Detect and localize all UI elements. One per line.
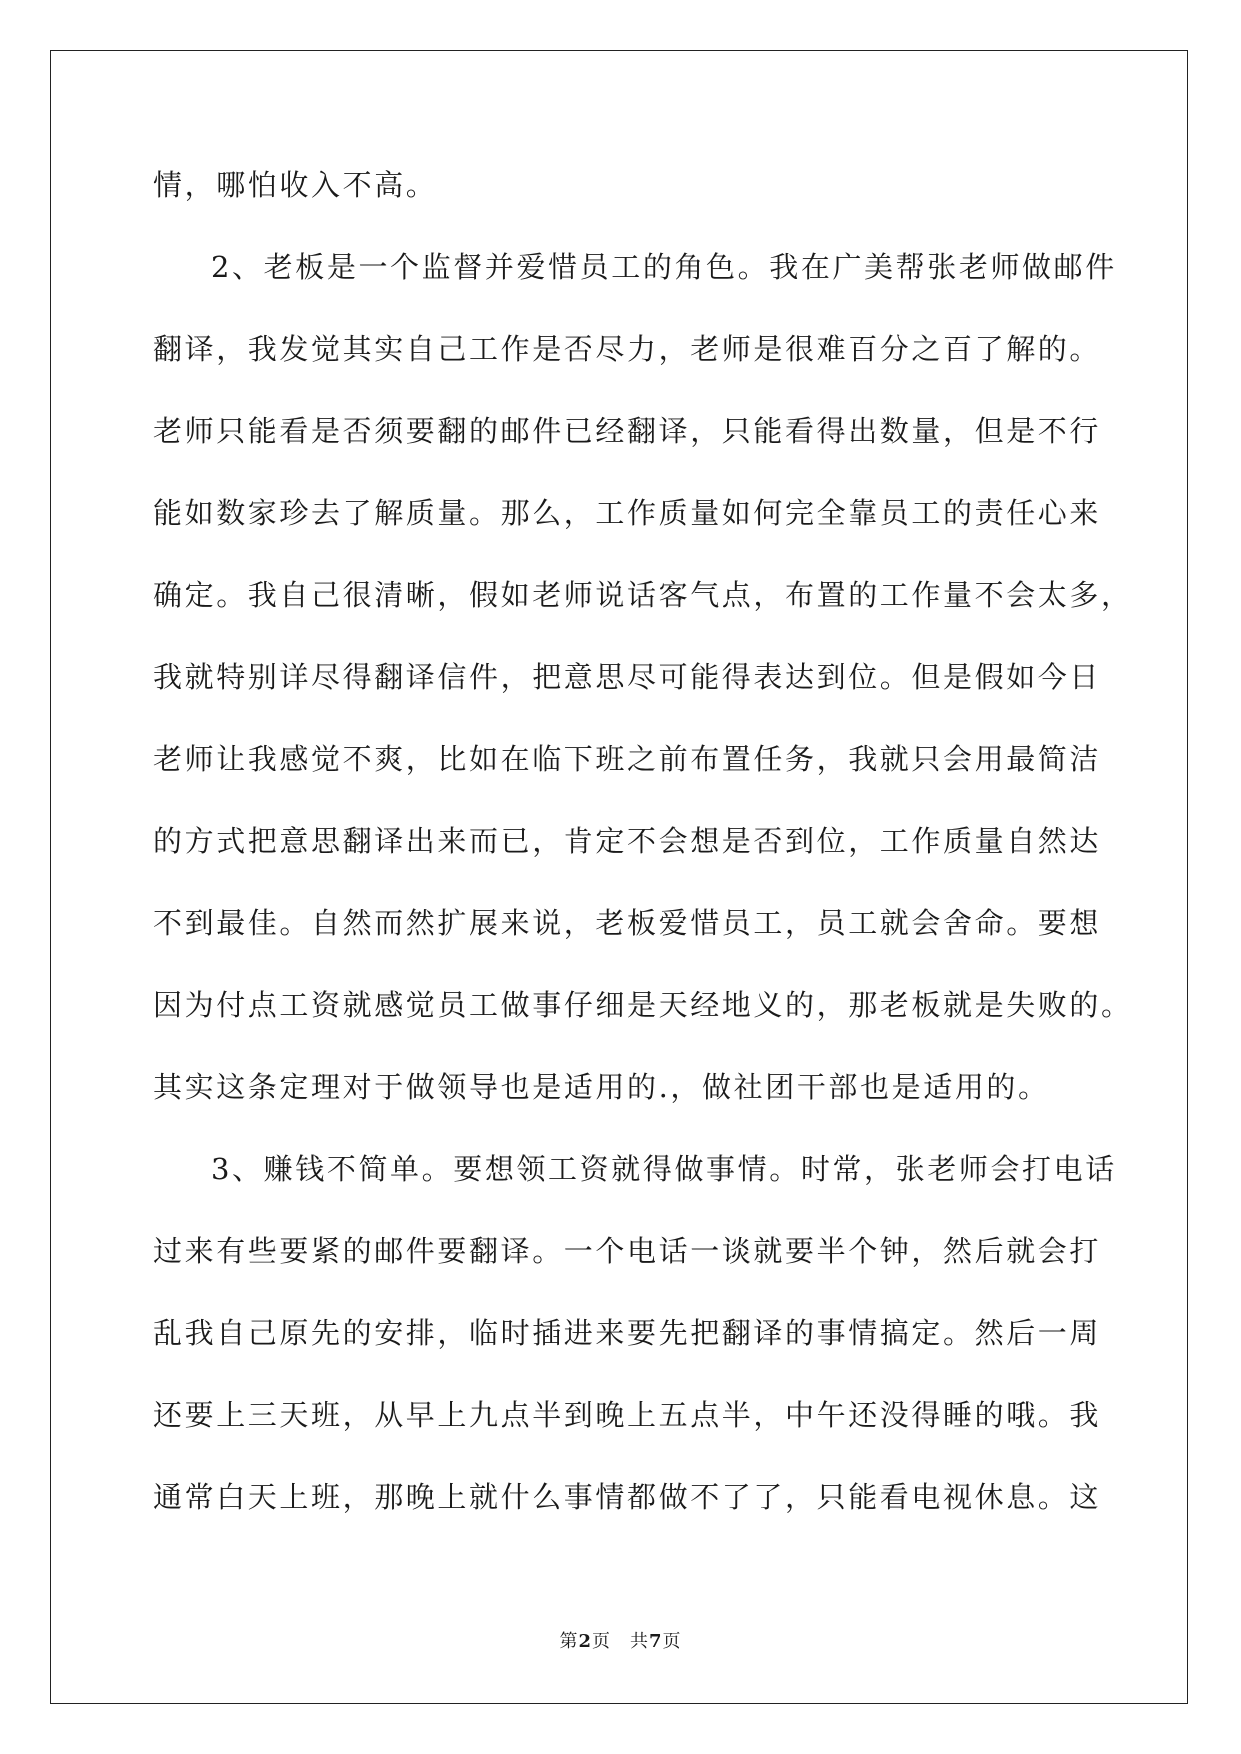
text-line: 的方式把意思翻译出来而已，肯定不会想是否到位，工作质量自然达 [153, 824, 1102, 858]
text-line: 老师只能看是否须要翻的邮件已经翻译，只能看得出数量，但是不行 [153, 414, 1102, 448]
text-line: 翻译，我发觉其实自己工作是否尽力，老师是很难百分之百了解的。 [153, 332, 1102, 366]
text-line: 其实这条定理对于做领导也是适用的.，做社团干部也是适用的。 [153, 1070, 1050, 1104]
text-line: 情，哪怕收入不高。 [153, 168, 438, 202]
total-page-number: 7 [649, 1631, 663, 1652]
text-line: 2、老板是一个监督并爱惜员工的角色。我在广美帮张老师做邮件 [211, 250, 1117, 284]
text-line: 确定。我自己很清晰，假如老师说话客气点，布置的工作量不会太多， [153, 578, 1133, 612]
text-line: 3、赚钱不简单。要想领工资就得做事情。时常，张老师会打电话 [211, 1152, 1117, 1186]
text-line: 还要上三天班，从早上九点半到晚上五点半，中午还没得睡的哦。我 [153, 1398, 1102, 1432]
document-body [153, 163, 1133, 1557]
footer-suffix: 页 [662, 1631, 682, 1652]
text-line: 因为付点工资就感觉员工做事仔细是天经地义的，那老板就是失败的。 [153, 988, 1133, 1022]
footer-prefix: 第 [559, 1631, 579, 1652]
text-line: 我就特别详尽得翻译信件，把意思尽可能得表达到位。但是假如今日 [153, 660, 1102, 694]
text-line: 能如数家珍去了解质量。那么，工作质量如何完全靠员工的责任心来 [153, 496, 1102, 530]
page-footer [0, 1627, 1241, 1653]
text-line: 老师让我感觉不爽，比如在临下班之前布置任务，我就只会用最简洁 [153, 742, 1102, 776]
text-line: 通常白天上班，那晚上就什么事情都做不了了，只能看电视休息。这 [153, 1480, 1102, 1514]
footer-middle: 页 共 [592, 1631, 649, 1652]
text-line: 过来有些要紧的邮件要翻译。一个电话一谈就要半个钟，然后就会打 [153, 1234, 1102, 1268]
current-page-number: 2 [578, 1631, 592, 1652]
text-line: 不到最佳。自然而然扩展来说，老板爱惜员工，员工就会舍命。要想 [153, 906, 1102, 940]
text-line: 乱我自己原先的安排，临时插进来要先把翻译的事情搞定。然后一周 [153, 1316, 1102, 1350]
